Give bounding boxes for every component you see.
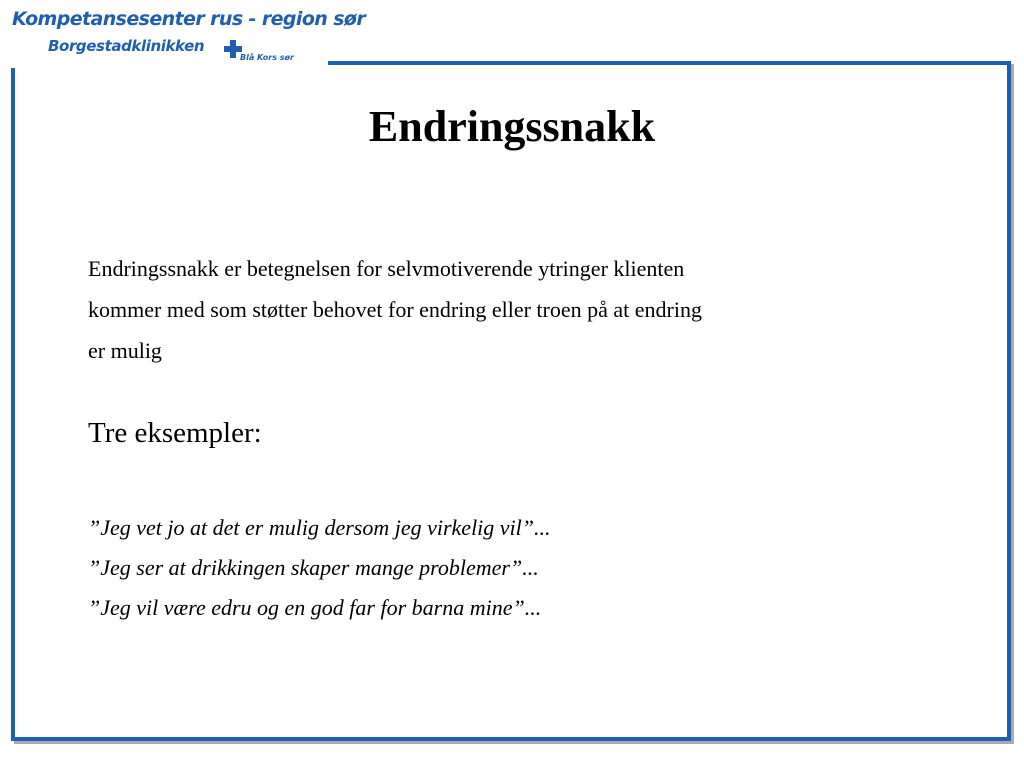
example-quote: ”Jeg vet jo at det er mulig dersom jeg virkelig vil”... — [88, 515, 551, 540]
example-quote: ”Jeg vil være edru og en god far for barna mine”... — [88, 595, 542, 620]
examples-list — [88, 508, 908, 628]
example-quote: ”Jeg ser at drikkingen skaper mange problemer”... — [88, 555, 539, 580]
slide-frame — [11, 61, 1011, 741]
paragraph-line: er mulig — [88, 338, 162, 363]
examples-heading: Tre eksempler: — [88, 417, 262, 449]
definition-paragraph — [88, 248, 908, 371]
paragraph-line: kommer med som støtter behovet for endring eller troen på at endring — [88, 297, 702, 322]
slide-title: Endringssnakk — [368, 102, 656, 151]
logo — [0, 0, 366, 68]
logo-line-clinic: Borgestadklinikken — [48, 37, 205, 55]
logo-line-org: Kompetansesenter rus - region sør — [12, 8, 366, 30]
paragraph-line: Endringssnakk er betegnelsen for selvmotiverende ytringer klienten — [88, 256, 685, 281]
logo-line-parent: Blå Kors sør — [240, 53, 294, 62]
